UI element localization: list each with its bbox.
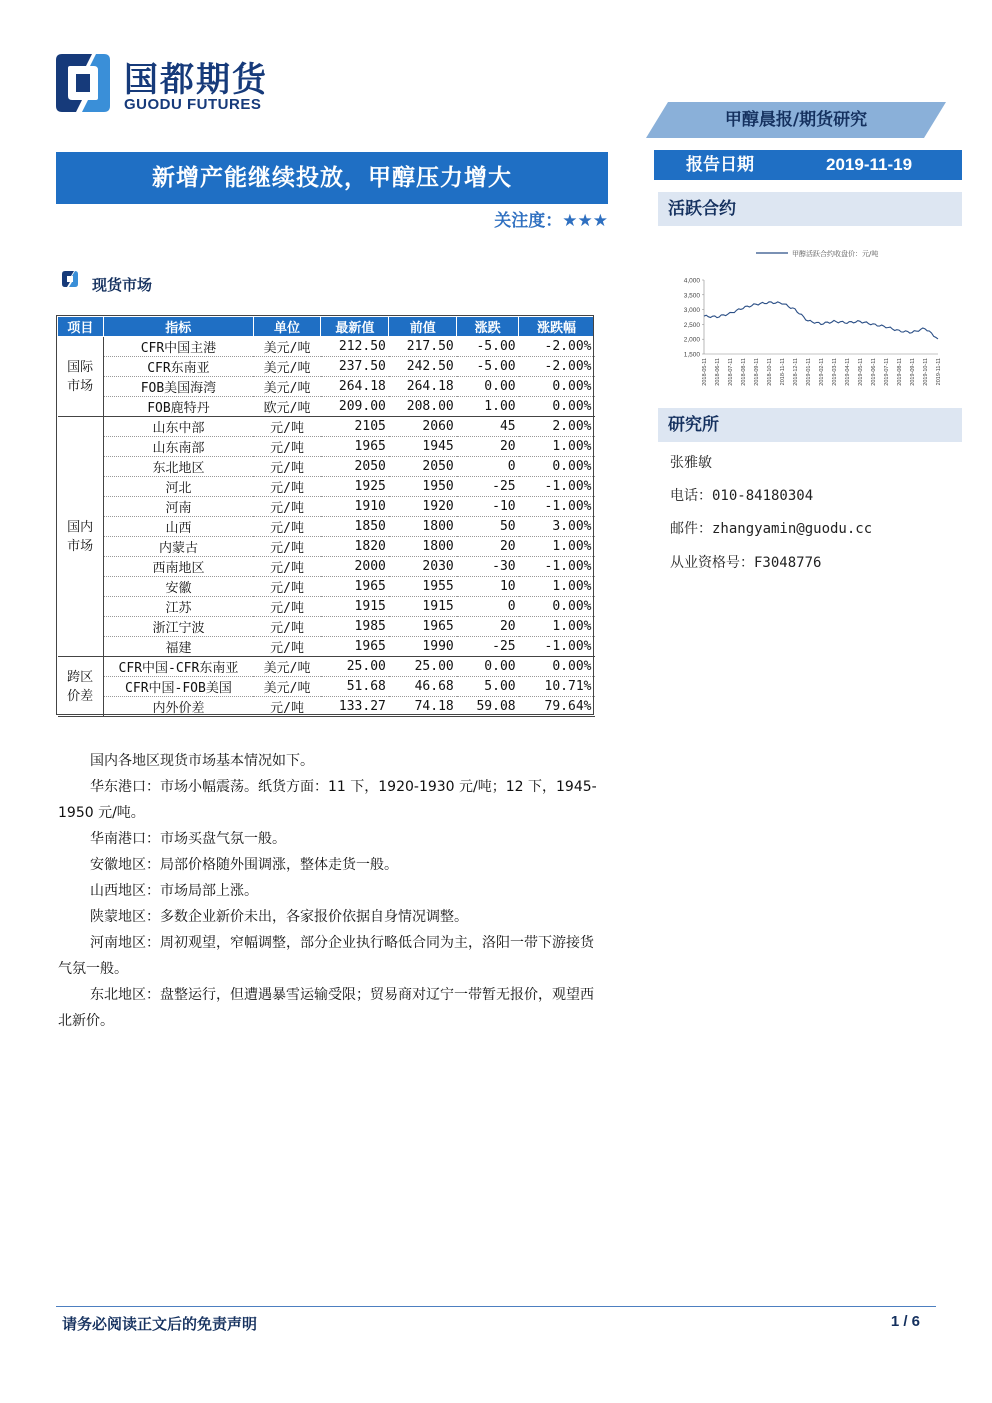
table-row	[58, 517, 595, 537]
indicator-cell: FOB鹿特丹	[103, 397, 253, 417]
latest-value-cell: 1820	[321, 537, 389, 557]
previous-value-cell: 74.18	[389, 697, 457, 717]
indicator-cell: CFR中国主港	[103, 337, 253, 357]
unit-cell: 欧元/吨	[253, 397, 321, 417]
unit-cell: 元/吨	[253, 457, 321, 477]
active-contract-title: 活跃合约	[668, 199, 736, 219]
latest-value-cell: 1965	[321, 437, 389, 457]
change-pct-cell: 10.71%	[519, 677, 595, 697]
latest-value-cell: 212.50	[321, 337, 389, 357]
unit-cell: 元/吨	[253, 517, 321, 537]
unit-cell: 元/吨	[253, 697, 321, 717]
table-row	[58, 557, 595, 577]
company-logo-mark	[52, 52, 114, 114]
latest-value-cell: 1965	[321, 577, 389, 597]
latest-value-cell: 209.00	[321, 397, 389, 417]
table-row	[58, 357, 595, 377]
indicator-cell: CFR东南亚	[103, 357, 253, 377]
change-pct-cell: 0.00%	[519, 457, 595, 477]
table-header-cell: 涨跌	[457, 317, 519, 337]
change-pct-cell: 3.00%	[519, 517, 595, 537]
indicator-cell: 福建	[103, 637, 253, 657]
unit-cell: 元/吨	[253, 617, 321, 637]
change-pct-cell: -2.00%	[519, 337, 595, 357]
commentary-paragraph: 山西地区：市场局部上涨。	[90, 883, 258, 899]
table-row	[58, 597, 595, 617]
latest-value-cell: 133.27	[321, 697, 389, 717]
active-contract-chart	[676, 244, 962, 394]
change-cell: 20	[457, 537, 519, 557]
change-cell: -10	[457, 497, 519, 517]
table-row	[58, 457, 595, 477]
change-cell: -25	[457, 637, 519, 657]
previous-value-cell: 1965	[389, 617, 457, 637]
spot-price-table	[57, 316, 595, 717]
market-commentary	[58, 748, 602, 1034]
report-title: 新增产能继续投放，甲醇压力增大	[152, 165, 512, 191]
change-pct-cell: 0.00%	[519, 377, 595, 397]
change-pct-cell: 1.00%	[519, 577, 595, 597]
latest-value-cell: 237.50	[321, 357, 389, 377]
change-pct-cell: 2.00%	[519, 417, 595, 437]
unit-cell: 元/吨	[253, 417, 321, 437]
change-cell: 20	[457, 617, 519, 637]
x-tick-label: 2018-05-11	[702, 358, 708, 386]
commentary-paragraph: 安徽地区：局部价格随外围调涨，整体走货一般。	[90, 857, 398, 873]
indicator-cell: 内蒙古	[103, 537, 253, 557]
change-cell: 1.00	[457, 397, 519, 417]
table-row	[58, 537, 595, 557]
table-row	[58, 657, 595, 677]
legend-label: 甲醇活跃合约收盘价：元/吨	[792, 250, 879, 258]
table-row	[58, 577, 595, 597]
x-tick-label: 2019-03-11	[832, 358, 838, 386]
unit-cell: 元/吨	[253, 637, 321, 657]
previous-value-cell: 1915	[389, 597, 457, 617]
table-header-cell: 前值	[389, 317, 457, 337]
latest-value-cell: 2050	[321, 457, 389, 477]
x-tick-label: 2018-08-11	[741, 358, 747, 386]
y-tick-label: 1,500	[683, 351, 700, 359]
analyst-phone: 电话：010-84180304	[670, 488, 814, 504]
change-pct-cell: -2.00%	[519, 357, 595, 377]
change-cell: 20	[457, 437, 519, 457]
change-cell: 0	[457, 597, 519, 617]
table-row	[58, 697, 595, 717]
x-tick-label: 2019-10-11	[923, 358, 929, 386]
change-cell: -30	[457, 557, 519, 577]
change-cell: -25	[457, 477, 519, 497]
previous-value-cell: 25.00	[389, 657, 457, 677]
change-cell: -5.00	[457, 337, 519, 357]
previous-value-cell: 1950	[389, 477, 457, 497]
indicator-cell: 浙江宁波	[103, 617, 253, 637]
previous-value-cell: 1955	[389, 577, 457, 597]
change-pct-cell: 1.00%	[519, 537, 595, 557]
table-row	[58, 477, 595, 497]
commentary-paragraph: 河南地区：周初观望，窄幅调整，部分企业执行略低合同为主，洛阳一带下游接货气氛一般。	[58, 935, 594, 977]
change-pct-cell: -1.00%	[519, 637, 595, 657]
x-tick-label: 2018-07-11	[728, 358, 734, 386]
previous-value-cell: 2030	[389, 557, 457, 577]
x-tick-label: 2019-09-11	[910, 358, 916, 386]
latest-value-cell: 1910	[321, 497, 389, 517]
report-date-label: 报告日期	[686, 155, 754, 175]
x-tick-label: 2018-09-11	[754, 358, 760, 386]
change-cell: 10	[457, 577, 519, 597]
analyst-name: 张雅敏	[670, 455, 712, 471]
x-tick-label: 2019-05-11	[858, 358, 864, 386]
table-header-cell: 涨跌幅	[519, 317, 595, 337]
change-cell: 59.08	[457, 697, 519, 717]
indicator-cell: 东北地区	[103, 457, 253, 477]
change-pct-cell: -1.00%	[519, 477, 595, 497]
price-line-chart	[676, 244, 962, 394]
previous-value-cell: 1920	[389, 497, 457, 517]
latest-value-cell: 1915	[321, 597, 389, 617]
table-row	[58, 337, 595, 357]
y-tick-label: 3,500	[683, 292, 700, 300]
x-tick-label: 2018-12-11	[793, 358, 799, 386]
table-group-label: 跨区 价差	[58, 657, 104, 717]
latest-value-cell: 1965	[321, 637, 389, 657]
table-header-cell: 单位	[253, 317, 321, 337]
table-row	[58, 637, 595, 657]
indicator-cell: 山东南部	[103, 437, 253, 457]
previous-value-cell: 264.18	[389, 377, 457, 397]
indicator-cell: CFR中国-CFR东南亚	[103, 657, 253, 677]
previous-value-cell: 1945	[389, 437, 457, 457]
commentary-paragraph: 陕蒙地区：多数企业新价未出，各家报价依据自身情况调整。	[90, 909, 468, 925]
indicator-cell: 内外价差	[103, 697, 253, 717]
latest-value-cell: 2000	[321, 557, 389, 577]
commentary-paragraph: 华南港口：市场买盘气氛一般。	[90, 831, 286, 847]
previous-value-cell: 1990	[389, 637, 457, 657]
previous-value-cell: 208.00	[389, 397, 457, 417]
indicator-cell: 河南	[103, 497, 253, 517]
table-row	[58, 377, 595, 397]
indicator-cell: 山东中部	[103, 417, 253, 437]
table-header-cell: 项目	[58, 317, 104, 337]
table-header-cell: 指标	[103, 317, 253, 337]
analyst-license: 从业资格号：F3048776	[670, 555, 822, 571]
latest-value-cell: 1850	[321, 517, 389, 537]
previous-value-cell: 2060	[389, 417, 457, 437]
indicator-cell: 江苏	[103, 597, 253, 617]
change-pct-cell: -1.00%	[519, 557, 595, 577]
table-header-cell: 最新值	[321, 317, 389, 337]
change-cell: 0.00	[457, 657, 519, 677]
y-tick-label: 4,000	[683, 277, 700, 285]
y-tick-label: 3,000	[683, 307, 700, 315]
company-name-cn: 国都期货	[124, 60, 268, 100]
change-pct-cell: 1.00%	[519, 437, 595, 457]
previous-value-cell: 217.50	[389, 337, 457, 357]
change-pct-cell: 0.00%	[519, 397, 595, 417]
previous-value-cell: 242.50	[389, 357, 457, 377]
indicator-cell: 安徽	[103, 577, 253, 597]
change-pct-cell: 1.00%	[519, 617, 595, 637]
table-header-row	[58, 317, 595, 337]
x-tick-label: 2019-04-11	[845, 358, 851, 386]
table-row	[58, 497, 595, 517]
table-group-label: 国际 市场	[58, 337, 104, 417]
disclaimer-link[interactable]: 请务必阅读正文后的免责声明	[62, 1315, 258, 1333]
change-cell: 5.00	[457, 677, 519, 697]
series-line	[704, 302, 938, 339]
x-tick-label: 2019-06-11	[871, 358, 877, 386]
change-cell: 50	[457, 517, 519, 537]
analyst-email[interactable]: 邮件：zhangyamin@guodu.cc	[670, 521, 873, 537]
y-tick-label: 2,000	[683, 336, 700, 344]
indicator-cell: FOB美国海湾	[103, 377, 253, 397]
change-pct-cell: 0.00%	[519, 657, 595, 677]
previous-value-cell: 46.68	[389, 677, 457, 697]
change-cell: 0	[457, 457, 519, 477]
attention-stars: ★★★	[562, 211, 608, 231]
change-cell: 0.00	[457, 377, 519, 397]
x-tick-label: 2018-10-11	[767, 358, 773, 386]
unit-cell: 元/吨	[253, 597, 321, 617]
unit-cell: 元/吨	[253, 537, 321, 557]
indicator-cell: 河北	[103, 477, 253, 497]
commentary-paragraph: 东北地区：盘整运行，但遭遇暴雪运输受限；贸易商对辽宁一带暂无报价，观望西北新价。	[58, 987, 594, 1029]
x-tick-label: 2019-07-11	[884, 358, 890, 386]
x-tick-label: 2019-11-11	[936, 358, 942, 386]
change-pct-cell: 79.64%	[519, 697, 595, 717]
section-icon	[60, 270, 80, 288]
attention-rating	[400, 206, 608, 231]
x-tick-label: 2019-01-11	[806, 358, 812, 386]
indicator-cell: 西南地区	[103, 557, 253, 577]
unit-cell: 美元/吨	[253, 377, 321, 397]
x-tick-label: 2018-06-11	[715, 358, 721, 386]
unit-cell: 美元/吨	[253, 657, 321, 677]
page-number: 1 / 6	[890, 1313, 920, 1330]
research-title: 研究所	[668, 415, 719, 435]
table-row	[58, 397, 595, 417]
change-cell: -5.00	[457, 357, 519, 377]
change-pct-cell: -1.00%	[519, 497, 595, 517]
change-pct-cell: 0.00%	[519, 597, 595, 617]
latest-value-cell: 2105	[321, 417, 389, 437]
report-category-text: 甲醇晨报/期货研究	[724, 110, 868, 130]
unit-cell: 元/吨	[253, 577, 321, 597]
previous-value-cell: 2050	[389, 457, 457, 477]
unit-cell: 美元/吨	[253, 337, 321, 357]
unit-cell: 元/吨	[253, 557, 321, 577]
latest-value-cell: 51.68	[321, 677, 389, 697]
x-tick-label: 2018-11-11	[780, 358, 786, 386]
indicator-cell: 山西	[103, 517, 253, 537]
unit-cell: 元/吨	[253, 497, 321, 517]
table-body	[58, 337, 595, 717]
footer-divider	[56, 1306, 936, 1307]
latest-value-cell: 1985	[321, 617, 389, 637]
unit-cell: 美元/吨	[253, 357, 321, 377]
commentary-paragraph: 华东港口：市场小幅震荡。纸货方面：11 下，1920-1930 元/吨；12 下，1945-1950 元/吨。	[58, 779, 597, 821]
table-row	[58, 437, 595, 457]
table-group-label: 国内 市场	[58, 417, 104, 657]
latest-value-cell: 1925	[321, 477, 389, 497]
latest-value-cell: 25.00	[321, 657, 389, 677]
table-row	[58, 677, 595, 697]
table-row	[58, 417, 595, 437]
latest-value-cell: 264.18	[321, 377, 389, 397]
commentary-paragraph: 国内各地区现货市场基本情况如下。	[90, 753, 314, 769]
change-cell: 45	[457, 417, 519, 437]
company-name-en: GUODU FUTURES	[124, 96, 262, 113]
previous-value-cell: 1800	[389, 517, 457, 537]
previous-value-cell: 1800	[389, 537, 457, 557]
unit-cell: 元/吨	[253, 437, 321, 457]
table-row	[58, 617, 595, 637]
unit-cell: 元/吨	[253, 477, 321, 497]
x-tick-label: 2019-08-11	[897, 358, 903, 386]
x-tick-label: 2019-02-11	[819, 358, 825, 386]
unit-cell: 美元/吨	[253, 677, 321, 697]
y-tick-label: 2,500	[683, 321, 700, 329]
report-date-value: 2019-11-19	[826, 155, 913, 174]
indicator-cell: CFR中国-FOB美国	[103, 677, 253, 697]
attention-label: 关注度：	[494, 211, 563, 231]
section-title: 现货市场	[92, 276, 153, 294]
